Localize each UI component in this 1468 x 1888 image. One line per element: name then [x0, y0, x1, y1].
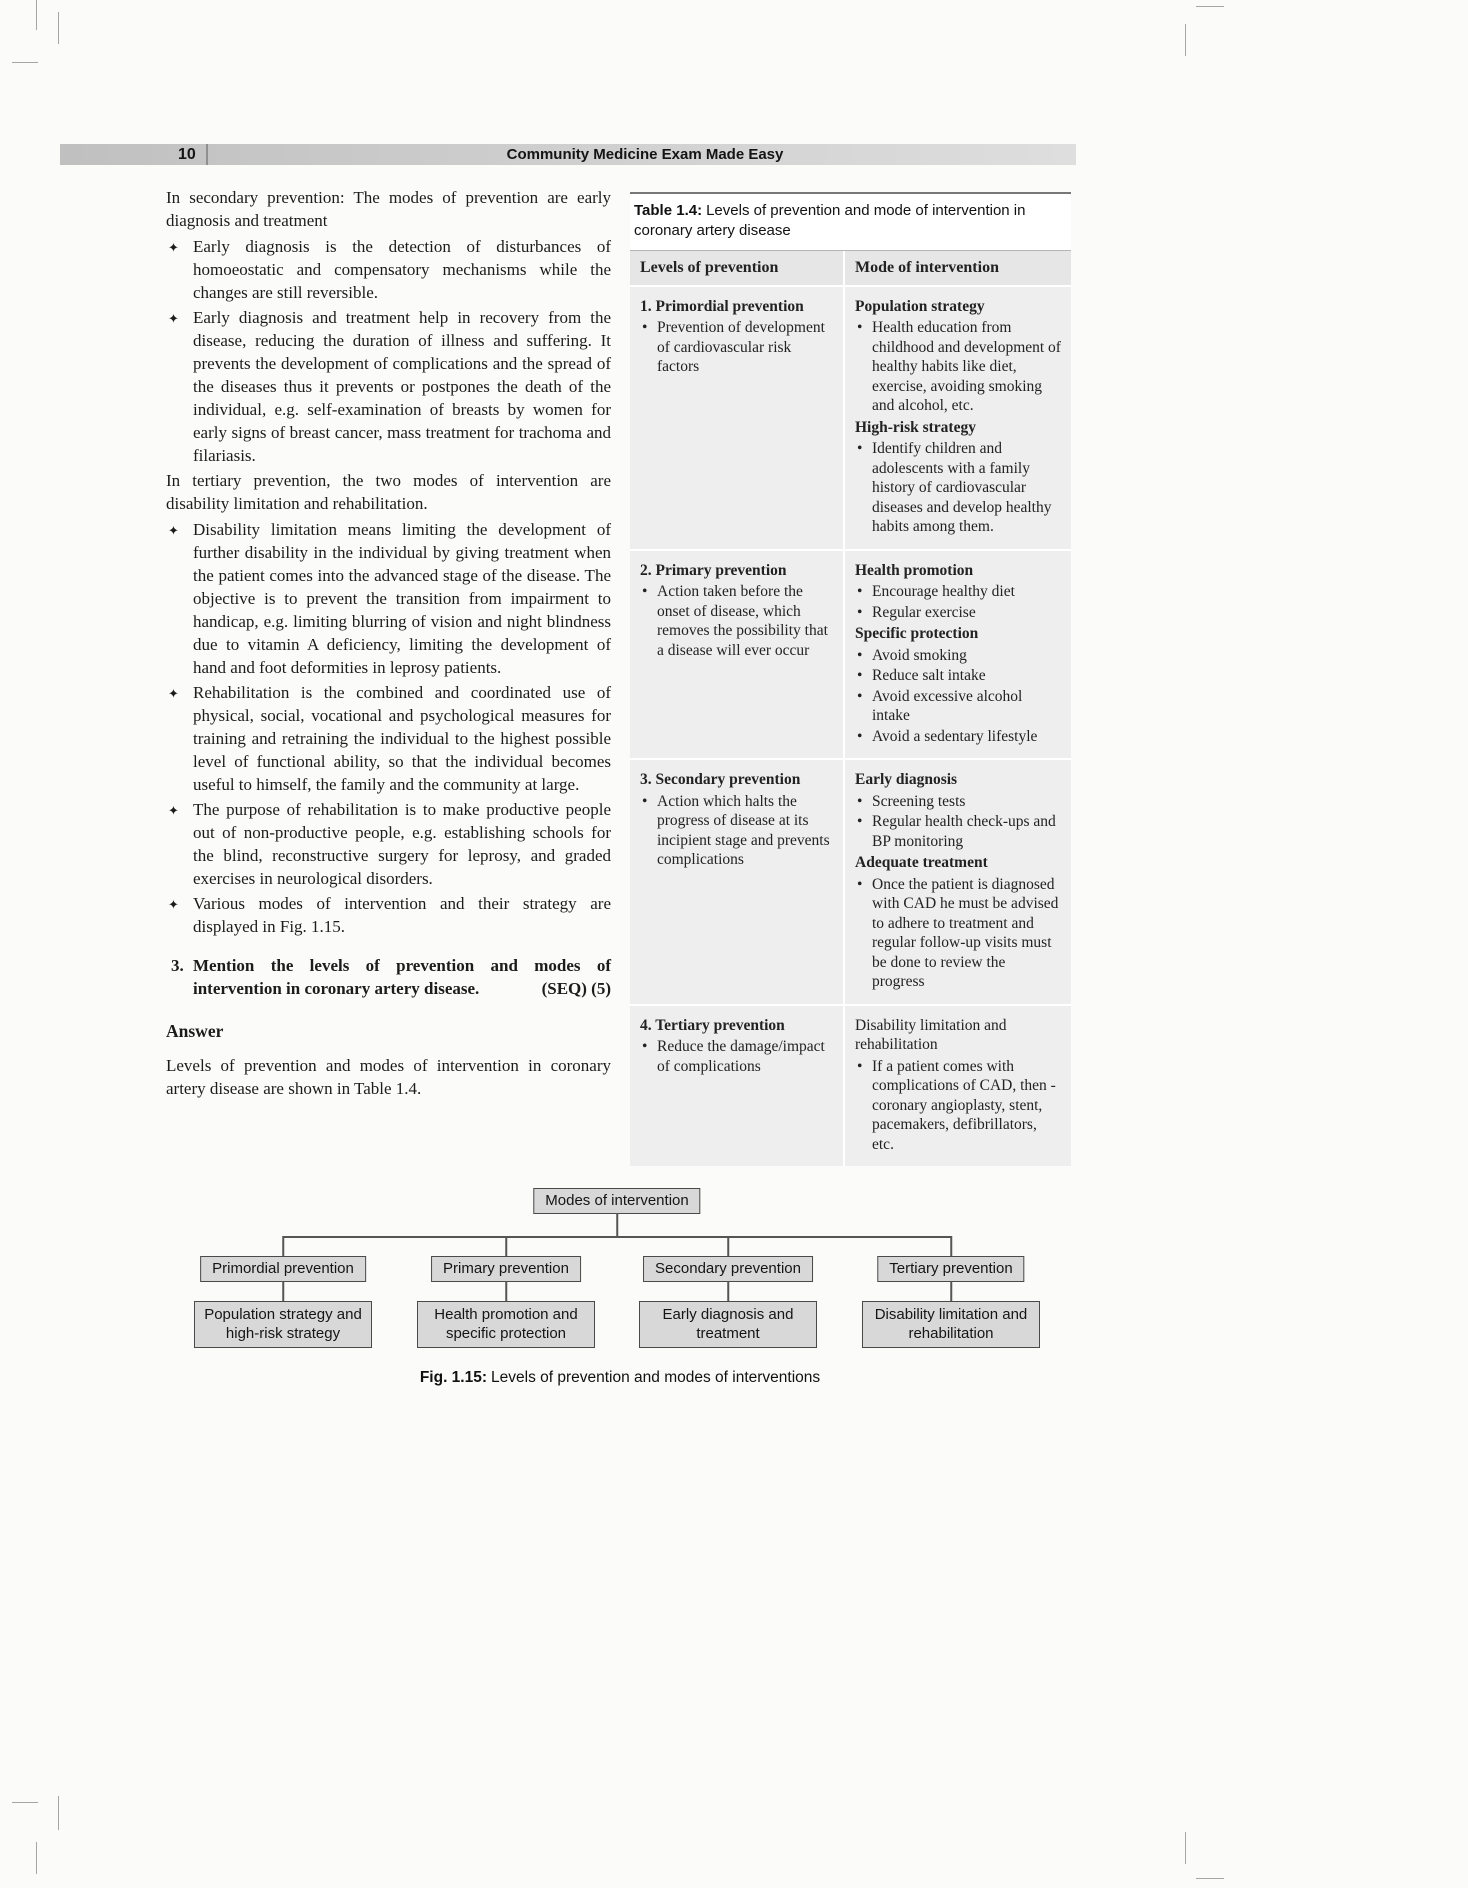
answer-text: Levels of prevention and modes of intervention in coronary artery disease are shown in Table 1.4.: [166, 1056, 611, 1098]
connector-line: [616, 1213, 618, 1236]
table-bullet: [855, 875, 1061, 992]
page-header-bar: [60, 144, 1076, 165]
figure-caption: [160, 1369, 1080, 1387]
crop-mark: [1185, 24, 1186, 56]
bullet-dot-icon: •: [642, 1038, 648, 1055]
crop-mark: [36, 0, 37, 30]
table-bullet: [855, 666, 1061, 686]
table-caption-label: Table 1.4:: [634, 202, 703, 219]
table-bullet: [855, 792, 1061, 812]
figure-mode-box: Early diagnosis and treatment: [639, 1301, 817, 1348]
bullet-item: [166, 892, 611, 938]
column-header-levels: Levels of prevention: [630, 251, 845, 285]
body-blocks: [166, 186, 611, 938]
bullet-text: Regular health check-ups and BP monitoring: [872, 813, 1056, 850]
bullet-text: Avoid a sedentary lifestyle: [872, 727, 1038, 745]
figure-mode-box: Population strategy and high-risk strategy: [194, 1301, 372, 1348]
table-row: [630, 549, 1071, 759]
connector-line: [505, 1281, 507, 1301]
header-divider: [206, 144, 208, 165]
star-bullet-icon: ✦: [168, 240, 179, 255]
column-header-mode: Mode of intervention: [855, 259, 999, 276]
figure-mode-box: Disability limitation and rehabilitation: [862, 1301, 1040, 1348]
table-1-4: [630, 192, 1071, 1166]
level-cell: [630, 551, 845, 759]
connector-line: [283, 1236, 951, 1238]
star-bullet-icon: ✦: [168, 523, 179, 538]
bullet-dot-icon: •: [857, 667, 863, 684]
figure-root-box: Modes of intervention: [533, 1188, 700, 1214]
figure-caption-label: Fig. 1.15:: [419, 1369, 488, 1386]
level-cell: [630, 760, 845, 1004]
table-caption: [630, 192, 1071, 250]
bullet-text: Regular exercise: [872, 603, 976, 621]
star-bullet-icon: ✦: [168, 803, 179, 818]
table-bullet: [640, 582, 833, 660]
bullet-dot-icon: •: [642, 319, 648, 336]
bullet-dot-icon: •: [857, 319, 863, 336]
bullet-text: Screening tests: [872, 792, 966, 810]
bullet-dot-icon: •: [857, 687, 863, 705]
paragraph: In tertiary prevention, the two modes of intervention are disability limitation and rehabilitation.: [166, 471, 611, 513]
bullet-item: [166, 518, 611, 679]
table-row: [630, 1004, 1071, 1167]
table-bullet: [855, 439, 1061, 537]
bullet-text: Disability limitation means limiting the development of further disability in the individual by giving treatment when the patient comes into the advanced stage of the disease. The objective is to prevent the transition from impairment to handicap, e.g. limiting blurring of vision and night blindness due to vitamin A deficiency, limiting the development of hand and foot deformities in leprosy patients.: [193, 520, 611, 677]
bullet-text: Health education from childhood and development of healthy habits like diet, exercise, avoiding smoking and alcohol, etc.: [872, 319, 1061, 414]
bullet-text: Once the patient is diagnosed with CAD he must be advised to adhere to treatment and regular follow-up visits must be done to review the progress: [872, 875, 1059, 990]
answer-heading: Answer: [166, 1021, 224, 1041]
page-number: 10: [178, 146, 196, 163]
connector-line: [950, 1281, 952, 1301]
bullet-text: Reduce salt intake: [872, 667, 986, 684]
figure-level-box: Primordial prevention: [200, 1256, 366, 1282]
table-bullet: [855, 318, 1061, 416]
level-cell: [630, 1006, 845, 1167]
bullet-dot-icon: •: [857, 646, 863, 664]
mode-section-heading: Population strategy: [855, 297, 985, 315]
table-bullet: [855, 603, 1061, 623]
question-number: 3.: [171, 956, 184, 975]
bullet-text: Identify children and adolescents with a family history of cardiovascular diseases and develop healthy habits among them.: [872, 440, 1052, 535]
bullet-item: [166, 681, 611, 796]
crop-mark: [58, 12, 59, 44]
table-bullet: [640, 318, 833, 377]
figure-mode-box: Health promotion and specific protection: [417, 1301, 595, 1348]
bullet-text: Action taken before the onset of disease, which removes the possibility that a disease will ever occur: [657, 583, 828, 659]
paragraph: In secondary prevention: The modes of prevention are early diagnosis and treatment: [166, 188, 611, 230]
figure-1-15: [160, 1186, 1080, 1401]
figure-level-box: Primary prevention: [431, 1256, 581, 1282]
mode-section-heading: Disability limitation and rehabilitation: [855, 1016, 1007, 1053]
figure-level-box: Secondary prevention: [643, 1256, 813, 1282]
bullet-dot-icon: •: [857, 603, 863, 621]
mode-section-heading: Specific protection: [855, 625, 979, 642]
connector-line: [727, 1281, 729, 1301]
bullet-text: Reduce the damage/impact of complications: [657, 1038, 825, 1075]
star-bullet-icon: ✦: [168, 311, 179, 326]
mode-section-heading: High-risk strategy: [855, 418, 976, 436]
connector-line: [505, 1236, 507, 1256]
level-heading: 1. Primordial prevention: [640, 297, 804, 315]
mode-cell: [845, 760, 1071, 1004]
bullet-dot-icon: •: [857, 583, 863, 600]
bullet-text: Early diagnosis and treatment help in recovery from the disease, reducing the duration of illness and suffering. It prevents the development of complications and the spread of the diseases thus it prevents or postpones the death of the individual, e.g. self-examination of breasts by women for early signs of breast cancer, mass treatment for trachoma and filariasis.: [193, 308, 611, 465]
table-bullet: [855, 727, 1061, 747]
bullet-text: Avoid excessive alcohol intake: [872, 687, 1023, 724]
bullet-text: Rehabilitation is the combined and coordinated use of physical, social, vocational and psychological measures for training and retraining the individual to the highest possible level of functional ability, so that the individual becomes useful to himself, the family and the community at large.: [193, 683, 611, 794]
bullet-dot-icon: •: [857, 875, 863, 893]
table-bullet: [855, 582, 1061, 602]
left-column: [166, 186, 611, 1100]
bullet-item: [166, 798, 611, 890]
bullet-text: Prevention of development of cardiovascular risk factors: [657, 319, 825, 375]
bullet-dot-icon: •: [642, 792, 648, 810]
bullet-text: Early diagnosis is the detection of disturbances of homoeostatic and compensatory mechanisms while the changes are still reversible.: [193, 237, 611, 302]
table-bullet: [855, 812, 1061, 851]
crop-mark: [1196, 1878, 1224, 1879]
mode-cell: [845, 551, 1071, 759]
connector-line: [282, 1236, 284, 1256]
crop-mark: [36, 1842, 37, 1874]
question-3: [166, 954, 611, 1000]
question-marks: (SEQ) (5): [541, 979, 611, 998]
table-caption-text: Levels of prevention and mode of intervention in coronary artery disease: [634, 202, 1026, 239]
level-cell: [630, 287, 845, 549]
mode-section-heading: Health promotion: [855, 561, 974, 579]
running-title: Community Medicine Exam Made Easy: [506, 146, 784, 163]
connector-line: [282, 1281, 284, 1301]
mode-section-heading: Adequate treatment: [855, 854, 988, 871]
bullet-dot-icon: •: [642, 583, 648, 600]
level-heading: 3. Secondary prevention: [640, 771, 801, 788]
crop-mark: [58, 1796, 59, 1830]
bullet-text: Avoid smoking: [872, 646, 967, 664]
figure-caption-text: Levels of prevention and modes of interventions: [491, 1369, 821, 1386]
crop-mark: [1185, 1832, 1186, 1864]
table-bullet: [855, 646, 1061, 666]
bullet-dot-icon: •: [857, 440, 863, 457]
bullet-text: The purpose of rehabilitation is to make productive people out of non-productive people, e.g. establishing schools for the blind, reconstructive surgery for leprosy, and graded exercises in neurological disorders.: [193, 800, 611, 888]
crop-mark: [12, 1802, 38, 1803]
bullet-dot-icon: •: [857, 1057, 863, 1075]
bullet-dot-icon: •: [857, 727, 863, 745]
mode-cell: [845, 1006, 1071, 1167]
crop-mark: [12, 62, 38, 63]
mode-section-heading: Early diagnosis: [855, 771, 958, 788]
table-row: [630, 285, 1071, 549]
question-text: Mention the levels of prevention and modes of intervention in coronary artery disease.: [193, 956, 611, 998]
bullet-text: Encourage healthy diet: [872, 583, 1015, 600]
table-header-row: [630, 250, 1071, 285]
table-bullet: [640, 792, 833, 870]
connector-line: [950, 1236, 952, 1256]
bullet-text: If a patient comes with complications of CAD, then -coronary angioplasty, stent, pacemakers, defibrillators, etc.: [872, 1057, 1056, 1153]
table-row: [630, 758, 1071, 1004]
level-heading: 2. Primary prevention: [640, 561, 787, 579]
star-bullet-icon: ✦: [168, 686, 179, 701]
figure-level-box: Tertiary prevention: [877, 1256, 1024, 1282]
bullet-dot-icon: •: [857, 813, 863, 830]
bullet-dot-icon: •: [857, 792, 863, 810]
bullet-item: [166, 306, 611, 467]
bullet-text: Various modes of intervention and their strategy are displayed in Fig. 1.15.: [193, 894, 611, 936]
connector-line: [727, 1236, 729, 1256]
table-bullet: [855, 687, 1061, 726]
table-body: [630, 285, 1071, 1167]
mode-cell: [845, 287, 1071, 549]
star-bullet-icon: ✦: [168, 897, 179, 912]
table-bullet: [855, 1057, 1061, 1155]
level-heading: 4. Tertiary prevention: [640, 1016, 785, 1034]
crop-mark: [1196, 6, 1224, 7]
bullet-text: Action which halts the progress of disease at its incipient stage and prevents complications: [657, 792, 830, 868]
bullet-item: [166, 235, 611, 304]
table-bullet: [640, 1037, 833, 1076]
